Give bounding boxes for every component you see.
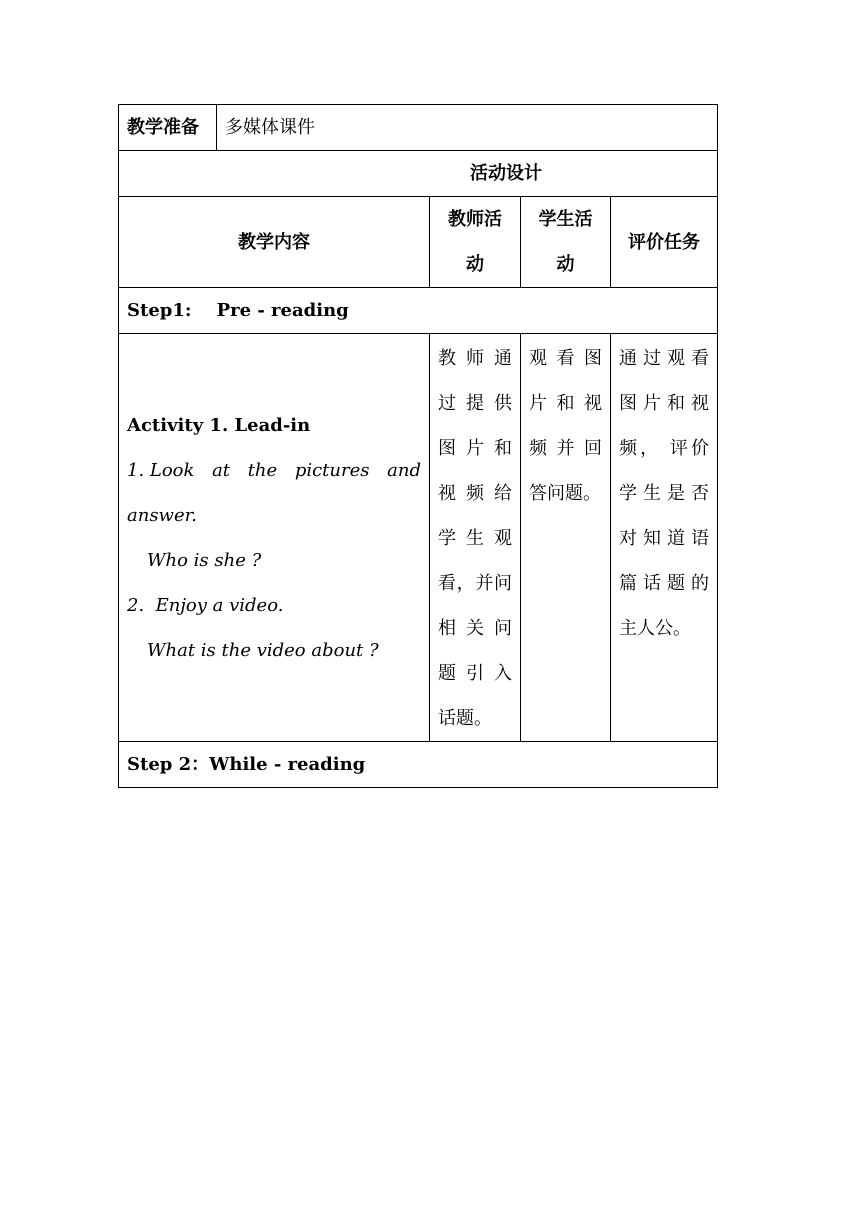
step1-heading: Step1: Pre - reading xyxy=(119,288,718,334)
q1-word: pictures xyxy=(294,459,370,481)
activity1-q1-sub: Who is she ? xyxy=(147,549,262,571)
evaluation-line: 学生是否 xyxy=(619,483,709,504)
activity1-title: Activity 1. Lead-in xyxy=(127,414,311,436)
teacher-activity-cell xyxy=(430,334,521,742)
q1-word: and xyxy=(387,459,421,481)
teacher-activity-line: 过 提 供 xyxy=(438,393,512,414)
teacher-activity-line: 看，并问 xyxy=(438,573,512,594)
activity1-content xyxy=(119,334,430,742)
student-activity-line: 频 并 回 xyxy=(529,438,602,459)
header-student-line1: 学生活 xyxy=(538,209,593,230)
activity-design-row xyxy=(119,151,718,197)
step2-heading: Step 2：While - reading xyxy=(119,742,718,788)
teacher-activity-line: 题 引 入 xyxy=(438,663,512,684)
teacher-activity-line: 学 生 观 xyxy=(438,528,512,549)
student-activity-cell xyxy=(521,334,611,742)
prep-row xyxy=(119,105,718,151)
student-activity-line: 答问题。 xyxy=(529,483,601,504)
q1-word: 1. Look xyxy=(127,459,195,481)
student-activity-line: 片 和 视 xyxy=(529,393,602,414)
activity1-q2-sub: What is the video about ? xyxy=(147,639,379,661)
activity1-row xyxy=(119,334,718,742)
student-activity-line: 观 看 图 xyxy=(529,348,602,369)
activity1-q2: 2. Enjoy a video. xyxy=(127,594,284,616)
teacher-activity-line: 视 频 给 xyxy=(438,483,512,504)
header-student xyxy=(521,197,611,288)
header-student-line2: 动 xyxy=(556,254,575,275)
evaluation-cell xyxy=(611,334,718,742)
teacher-activity-line: 图 片 和 xyxy=(438,438,512,459)
evaluation-line: 图片和视 xyxy=(619,393,709,414)
activity-design-heading: 活动设计 xyxy=(119,151,718,197)
evaluation-line: 频， 评价 xyxy=(619,438,709,459)
activity1-q1 xyxy=(127,448,421,493)
evaluation-line: 篇话题的 xyxy=(619,573,709,594)
step2-row xyxy=(119,742,718,788)
evaluation-line: 通过观看 xyxy=(619,348,709,369)
evaluation-line: 对知道语 xyxy=(619,528,709,549)
header-teacher-line1: 教师活 xyxy=(448,209,502,230)
header-evaluation: 评价任务 xyxy=(611,197,718,288)
header-content: 教学内容 xyxy=(119,197,430,288)
teacher-activity-line: 教 师 通 xyxy=(438,348,512,369)
evaluation-line: 主人公。 xyxy=(619,618,691,639)
header-teacher-line2: 动 xyxy=(466,254,484,275)
header-row xyxy=(119,197,718,288)
header-teacher xyxy=(430,197,521,288)
q1-word: the xyxy=(247,459,278,481)
prep-value: 多媒体课件 xyxy=(217,105,718,151)
teacher-activity-line: 相 关 问 xyxy=(438,618,512,639)
q1-word: at xyxy=(212,459,231,481)
teacher-activity-line: 话题。 xyxy=(438,708,492,729)
prep-label: 教学准备 xyxy=(119,105,217,151)
step1-row xyxy=(119,288,718,334)
activity1-q1-cont: answer. xyxy=(127,504,197,526)
lesson-plan-table xyxy=(118,104,718,788)
